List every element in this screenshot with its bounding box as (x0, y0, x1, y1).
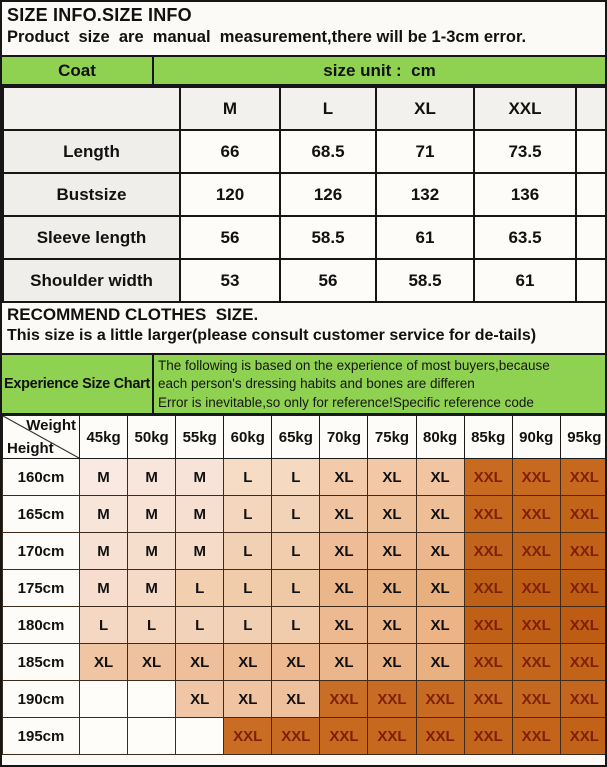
size-table-body (3, 87, 607, 302)
experience-note-line: The following is based on the experience of most buyers,because (158, 358, 550, 373)
weight-column-header: 95kg (560, 416, 607, 459)
recommended-size-cell: XXL (512, 607, 560, 644)
matrix-row (3, 570, 607, 607)
recommended-size-cell: L (272, 459, 320, 496)
empty-cell (80, 681, 128, 718)
recommended-size-cell: L (176, 570, 224, 607)
recommended-size-cell: XL (368, 496, 416, 533)
experience-chart-label: Experience Size Chart (2, 355, 154, 413)
recommended-size-cell: L (224, 570, 272, 607)
measurement-value-cell: 56 (180, 216, 280, 259)
recommended-size-cell: M (176, 533, 224, 570)
recommended-size-cell: XXL (512, 496, 560, 533)
size-table-row (3, 216, 607, 259)
experience-band (2, 353, 605, 415)
recommended-size-cell: XL (368, 459, 416, 496)
height-row-header: 195cm (3, 718, 80, 755)
recommended-size-cell: XXL (560, 570, 607, 607)
coat-header-row (2, 55, 605, 86)
weight-column-header: 45kg (80, 416, 128, 459)
measurement-value-cell: 120 (180, 173, 280, 216)
weight-column-header: 65kg (272, 416, 320, 459)
recommended-size-cell: XXL (464, 681, 512, 718)
recommended-size-cell: L (224, 533, 272, 570)
recommended-size-cell: XL (416, 570, 464, 607)
recommended-size-cell: XXL (320, 681, 368, 718)
recommended-size-cell: L (272, 607, 320, 644)
matrix-row (3, 607, 607, 644)
measurement-value-cell: 73.5 (474, 130, 576, 173)
recommended-size-cell: XL (272, 681, 320, 718)
recommended-size-cell: XL (416, 533, 464, 570)
recommended-size-cell: M (128, 533, 176, 570)
recommended-size-cell: XL (320, 459, 368, 496)
recommended-size-cell: XXL (464, 570, 512, 607)
recommended-size-cell: XXL (416, 718, 464, 755)
recommended-size-cell: XXL (560, 681, 607, 718)
empty-cell (128, 681, 176, 718)
size-table-corner-cell (3, 87, 180, 130)
weight-column-header: 60kg (224, 416, 272, 459)
weight-column-header: 55kg (176, 416, 224, 459)
measurement-value-cell: 132 (376, 173, 474, 216)
size-table-row (3, 130, 607, 173)
recommended-size-cell: L (80, 607, 128, 644)
recommended-size-cell: L (176, 607, 224, 644)
matrix-row (3, 533, 607, 570)
experience-note-line: Error is inevitable,so only for reference!Specific reference code (158, 394, 534, 410)
recommended-size-cell: XL (416, 607, 464, 644)
recommended-size-cell: XXL (560, 496, 607, 533)
size-unit-label: size unit : cm (323, 60, 436, 80)
empty-cell (80, 718, 128, 755)
recommended-size-cell: XXL (560, 459, 607, 496)
recommended-size-cell: XL (176, 681, 224, 718)
recommended-size-cell: XL (368, 570, 416, 607)
empty-cell (576, 130, 607, 173)
recommended-size-cell: XL (224, 644, 272, 681)
weight-height-corner-cell (3, 416, 80, 459)
size-column-header: L (280, 87, 376, 130)
recommended-size-cell: M (80, 533, 128, 570)
recommended-size-cell: XXL (560, 533, 607, 570)
coat-label: Coat (2, 57, 154, 84)
recommended-size-cell: XL (128, 644, 176, 681)
matrix-row (3, 681, 607, 718)
recommended-size-cell: XXL (272, 718, 320, 755)
size-table-row (3, 173, 607, 216)
recommended-size-cell: XXL (320, 718, 368, 755)
recommended-size-cell: M (176, 496, 224, 533)
empty-cell (176, 718, 224, 755)
recommended-size-cell: XXL (560, 644, 607, 681)
recommended-size-cell: XXL (368, 718, 416, 755)
recommended-size-cell: L (272, 570, 320, 607)
measurement-value-cell: 58.5 (280, 216, 376, 259)
matrix-row (3, 644, 607, 681)
size-table-header-row (3, 87, 607, 130)
recommended-size-cell: XL (416, 459, 464, 496)
measurement-value-cell: 68.5 (280, 130, 376, 173)
recommended-size-cell: XXL (416, 681, 464, 718)
measurement-value-cell: 53 (180, 259, 280, 302)
measurement-label: Sleeve length (3, 216, 180, 259)
recommend-subtitle: This size is a little larger(please consult customer service for de-tails) (7, 327, 537, 344)
recommended-size-cell: XL (224, 681, 272, 718)
weight-column-header: 75kg (368, 416, 416, 459)
recommended-size-cell: XXL (464, 644, 512, 681)
recommended-size-cell: XXL (464, 459, 512, 496)
recommended-size-cell: M (128, 570, 176, 607)
experience-note-line: each person's dressing habits and bones are differen (158, 376, 475, 392)
recommended-size-cell: XL (320, 496, 368, 533)
weight-column-header: 70kg (320, 416, 368, 459)
matrix-header-row (3, 416, 607, 459)
recommended-size-cell: XL (368, 644, 416, 681)
measurement-label: Shoulder width (3, 259, 180, 302)
experience-note (154, 355, 605, 413)
height-row-header: 185cm (3, 644, 80, 681)
height-row-header: 160cm (3, 459, 80, 496)
recommended-size-cell: XXL (464, 533, 512, 570)
recommended-size-cell: XXL (560, 607, 607, 644)
weight-column-header: 85kg (464, 416, 512, 459)
recommend-title: RECOMMEND CLOTHES SIZE. (7, 305, 259, 324)
size-table-row (3, 259, 607, 302)
weight-column-header: 50kg (128, 416, 176, 459)
recommended-size-cell: M (128, 496, 176, 533)
empty-cell (576, 216, 607, 259)
recommended-size-cell: XXL (464, 607, 512, 644)
size-column-header (576, 87, 607, 130)
recommended-size-cell: L (224, 459, 272, 496)
recommended-size-cell: L (128, 607, 176, 644)
recommended-size-cell: XL (80, 644, 128, 681)
recommended-size-cell: L (272, 496, 320, 533)
recommended-size-cell: XXL (512, 570, 560, 607)
matrix-row (3, 459, 607, 496)
empty-cell (576, 173, 607, 216)
recommended-size-cell: M (80, 459, 128, 496)
measurement-value-cell: 61 (376, 216, 474, 259)
height-row-header: 190cm (3, 681, 80, 718)
recommended-size-cell: XL (416, 644, 464, 681)
recommended-size-cell: XL (416, 496, 464, 533)
recommended-size-cell: XXL (464, 496, 512, 533)
page-subtitle: Product size are manual measurement,there will be 1-3cm error. (7, 28, 527, 46)
corner-weight-label: Weight (26, 417, 76, 434)
size-table (2, 86, 607, 303)
recommended-size-cell: XXL (560, 718, 607, 755)
height-row-header: 165cm (3, 496, 80, 533)
recommended-size-cell: XXL (512, 533, 560, 570)
matrix-row (3, 496, 607, 533)
measurement-value-cell: 63.5 (474, 216, 576, 259)
recommended-size-cell: XL (320, 570, 368, 607)
recommended-size-cell: XL (368, 533, 416, 570)
recommended-size-cell: XXL (464, 718, 512, 755)
size-matrix (2, 415, 607, 755)
weight-column-header: 90kg (512, 416, 560, 459)
recommended-size-cell: M (80, 570, 128, 607)
measurement-value-cell: 58.5 (376, 259, 474, 302)
measurement-value-cell: 126 (280, 173, 376, 216)
size-column-header: XXL (474, 87, 576, 130)
recommended-size-cell: XXL (224, 718, 272, 755)
measurement-value-cell: 71 (376, 130, 474, 173)
size-matrix-body (3, 416, 607, 755)
height-row-header: 175cm (3, 570, 80, 607)
top-header (2, 2, 605, 55)
recommend-section (2, 303, 605, 353)
measurement-label: Length (3, 130, 180, 173)
corner-height-label: Height (7, 440, 54, 457)
recommended-size-cell: XXL (512, 459, 560, 496)
measurement-label: Bustsize (3, 173, 180, 216)
recommended-size-cell: XL (320, 607, 368, 644)
recommended-size-cell: XXL (368, 681, 416, 718)
empty-cell (576, 259, 607, 302)
height-row-header: 170cm (3, 533, 80, 570)
recommended-size-cell: L (272, 533, 320, 570)
recommended-size-cell: M (176, 459, 224, 496)
recommended-size-cell: XL (320, 644, 368, 681)
height-row-header: 180cm (3, 607, 80, 644)
measurement-value-cell: 56 (280, 259, 376, 302)
recommended-size-cell: XXL (512, 681, 560, 718)
page-title: SIZE INFO.SIZE INFO (7, 5, 192, 25)
measurement-value-cell: 66 (180, 130, 280, 173)
recommended-size-cell: XXL (512, 644, 560, 681)
measurement-value-cell: 61 (474, 259, 576, 302)
recommended-size-cell: XL (176, 644, 224, 681)
measurement-value-cell: 136 (474, 173, 576, 216)
recommended-size-cell: XL (320, 533, 368, 570)
recommended-size-cell: M (80, 496, 128, 533)
recommended-size-cell: L (224, 607, 272, 644)
recommended-size-cell: L (224, 496, 272, 533)
recommended-size-cell: M (128, 459, 176, 496)
recommended-size-cell: XL (272, 644, 320, 681)
size-column-header: M (180, 87, 280, 130)
recommended-size-cell: XXL (512, 718, 560, 755)
size-column-header: XL (376, 87, 474, 130)
weight-column-header: 80kg (416, 416, 464, 459)
empty-cell (128, 718, 176, 755)
recommended-size-cell: XL (368, 607, 416, 644)
matrix-row (3, 718, 607, 755)
